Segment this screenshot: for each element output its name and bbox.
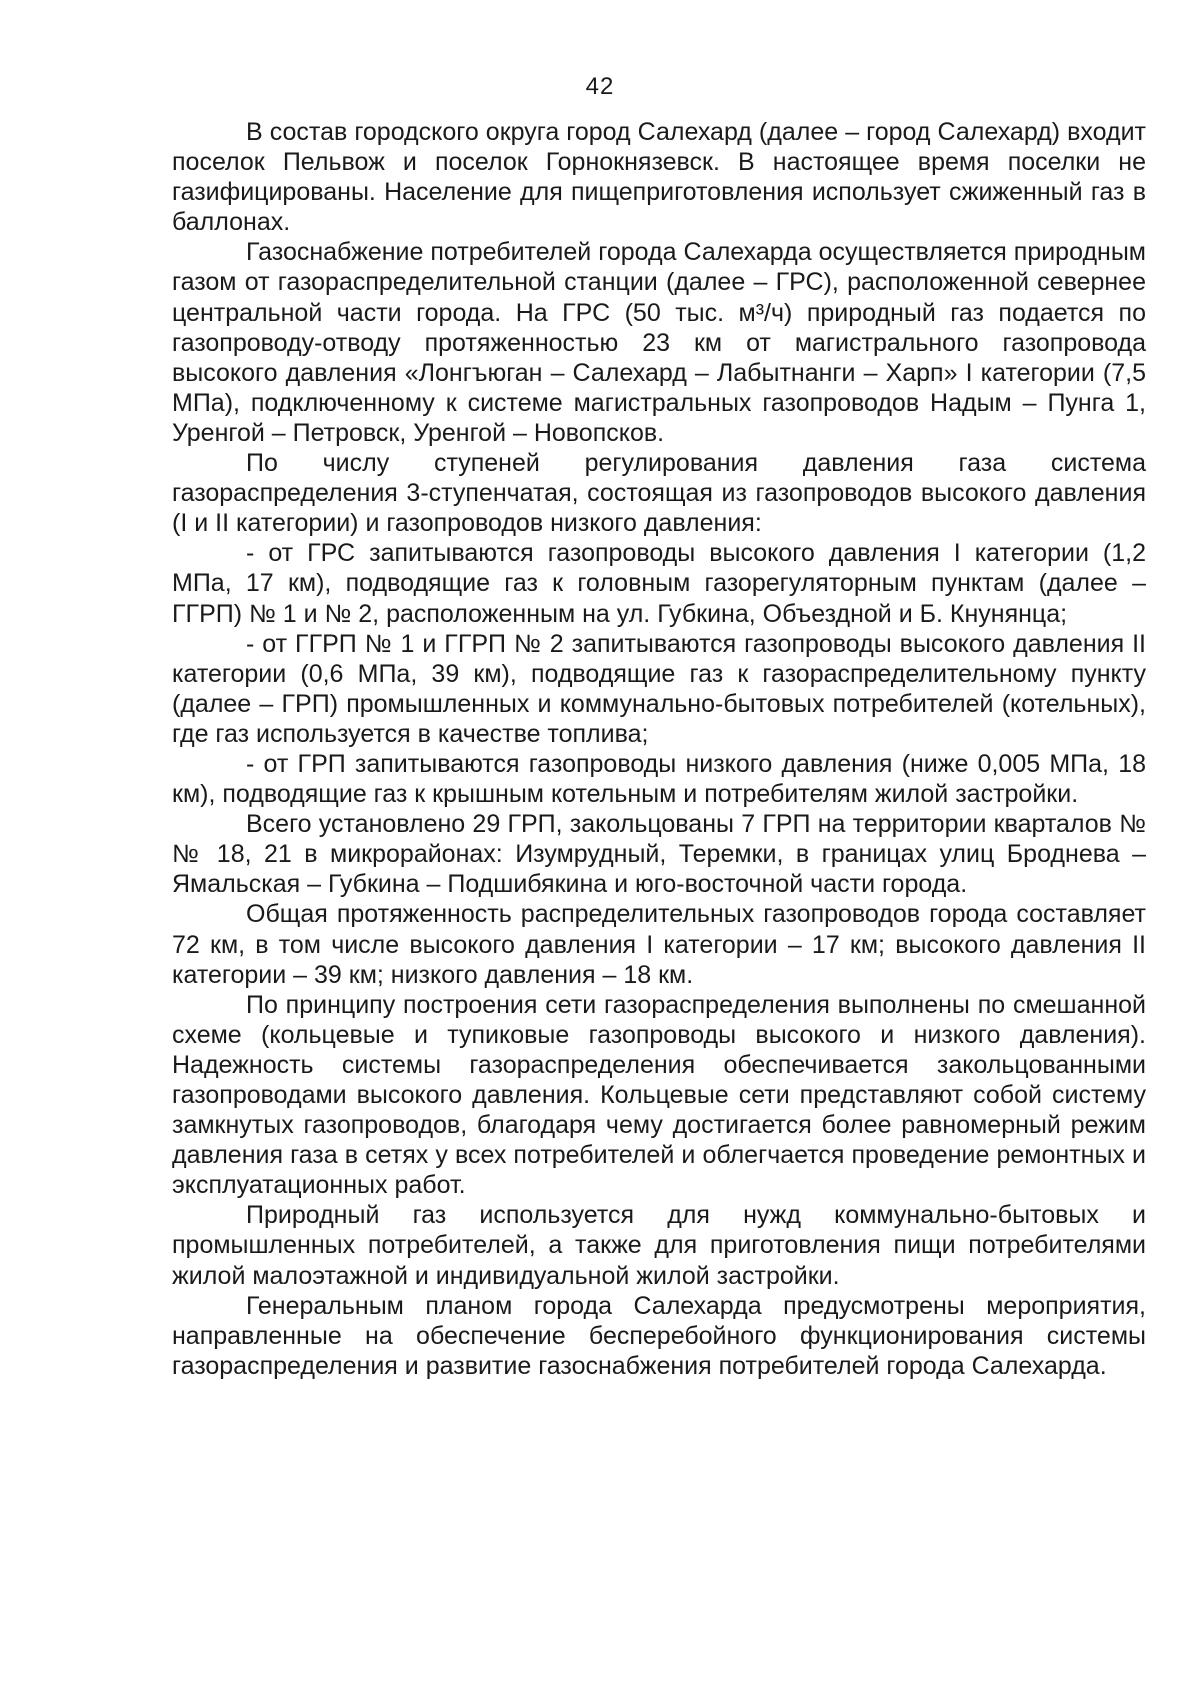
paragraph-network-length: Общая протяженность распределительных газопроводов города составляет 72 км, в том числе высокого давления I категории – 17 км; высокого давления II категории – 39 км; низкого давления – 18 км. bbox=[172, 900, 1146, 989]
paragraph-composition: В состав городского округа город Салехард (далее – город Салехард) входит поселок Пельвож и поселок Горнокнязевск. В настоящее время поселки не газифицированы. Население для пищеприготовления использует сжиженный газ в баллонах. bbox=[172, 118, 1146, 237]
paragraph-grp-count: Всего установлено 29 ГРП, закольцованы 7 ГРП на территории кварталов №№ 18, 21 в микрорайонах: Изумрудный, Теремки, в границах улиц Броднева – Ямальская – Губкина – Подшибякина и юго-восточной части города. bbox=[172, 810, 1146, 899]
paragraph-pressure-stages: По числу ступеней регулирования давления газа система газораспределения 3-ступенчатая, состоящая из газопроводов высокого давления (I и II категории) и газопроводов низкого давления: bbox=[172, 449, 1146, 538]
list-item-grp: - от ГРП запитываются газопроводы низкого давления (ниже 0,005 МПа, 18 км), подводящие газ к крышным котельным и потребителям жилой застройки. bbox=[172, 749, 1146, 809]
page-number: 42 bbox=[585, 73, 615, 100]
list-item-grs: - от ГРС запитываются газопроводы высокого давления I категории (1,2 МПа, 17 км), подводящие газ к головным газорегуляторным пунктам (далее – ГГРП) № 1 и № 2, расположенным на ул. Губкина, Объездной и Б. Кнунянца; bbox=[172, 539, 1146, 628]
paragraph-network-scheme: По принципу построения сети газораспределения выполнены по смешанной схеме (кольцевые и тупиковые газопроводы высокого и низкого давления). Надежность системы газораспределения обеспечивается закольцованными газопроводами высокого давления. Кольцевые сети представляют собой систему замкнутых газопроводов, благодаря чему достигается более равномерный режим давления газа в сетях у всех потребителей и облегчается проведение ремонтных и эксплуатационных работ. bbox=[172, 990, 1146, 1200]
paragraph-gas-supply: Газоснабжение потребителей города Салехарда осуществляется природным газом от газораспределительной станции (далее – ГРС), расположенной севернее центральной части города. На ГРС (50 тыс. м³/ч) природный газ подается по газопроводу-отводу протяженностью 23 км от магистрального газопровода высокого давления «Лонгъюган – Салехард – Лабытнанги – Харп» I категории (7,5 МПа), подключенному к системе магистральных газопроводов Надым – Пунга 1, Уренгой – Петровск, Уренгой – Новопсков. bbox=[172, 238, 1146, 447]
list-item-ggrp: - от ГГРП № 1 и ГГРП № 2 запитываются газопроводы высокого давления II категории (0,6 МПа, 39 км), подводящие газ к газораспределительному пункту (далее – ГРП) промышленных и коммунально-бытовых потребителей (котельных), где газ используется в качестве топлива; bbox=[172, 629, 1146, 748]
paragraph-gas-usage: Природный газ используется для нужд коммунально-бытовых и промышленных потребителей, а также для приготовления пищи потребителями жилой малоэтажной и индивидуальной жилой застройки. bbox=[172, 1201, 1146, 1290]
document-body bbox=[172, 117, 1146, 1381]
paragraph-master-plan: Генеральным планом города Салехарда предусмотрены мероприятия, направленные на обеспечение бесперебойного функционирования системы газораспределения и развитие газоснабжения потребителей города Салехарда. bbox=[172, 1291, 1146, 1380]
